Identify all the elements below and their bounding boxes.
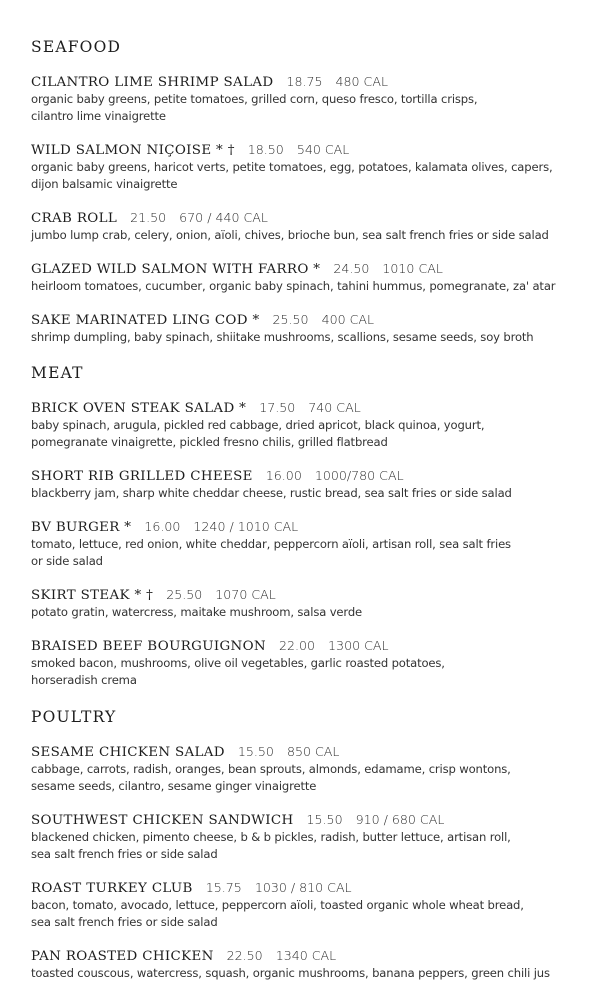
description-line: sea salt french fries or side salad	[31, 914, 218, 929]
item-name: ROAST TURKEY CLUB	[31, 881, 193, 896]
item-calories: 740 CAL	[308, 400, 361, 415]
item-name: BRICK OVEN STEAK SALAD *	[31, 401, 247, 416]
description-line: cilantro lime vinaigrette	[31, 108, 166, 123]
item-description	[31, 159, 571, 192]
description-line: organic baby greens, petite tomatoes, grilled corn, queso fresco, tortilla crisps,	[31, 92, 478, 106]
menu-item	[31, 209, 591, 244]
item-price: 22.00	[278, 638, 316, 653]
description-line: blackened chicken, pimento cheese, b & b pickles, radish, butter lettuce, artisan roll,	[31, 830, 511, 844]
description-line: organic baby greens, haricot verts, petite tomatoes, egg, potatoes, kalamata olives, capers,	[31, 160, 553, 174]
item-calories: 1340 CAL	[275, 948, 337, 963]
item-price: 15.75	[205, 880, 242, 895]
item-description	[31, 278, 571, 295]
item-calories: 670 / 440 CAL	[179, 210, 268, 225]
section-heading-poultry: POULTRY	[31, 708, 117, 726]
item-price: 25.50	[272, 312, 309, 327]
menu-item	[31, 879, 591, 930]
item-description	[31, 417, 571, 450]
item-description	[31, 897, 571, 930]
item-name: BRAISED BEEF BOURGUIGNON	[31, 639, 266, 654]
description-line: blackberry jam, sharp white cheddar cheese, rustic bread, sea salt fries or side salad	[31, 486, 512, 500]
item-description	[31, 761, 571, 794]
section-heading-meat: MEAT	[31, 364, 84, 382]
item-name: CILANTRO LIME SHRIMP SALAD	[31, 75, 274, 90]
item-calories: 1070 CAL	[215, 587, 276, 602]
description-line: bacon, tomato, avocado, lettuce, peppercorn aïoli, toasted organic whole wheat bread,	[31, 898, 524, 912]
item-price: 15.50	[306, 812, 343, 827]
menu-item	[31, 637, 591, 688]
description-line: smoked bacon, mushrooms, olive oil vegetables, garlic roasted potatoes,	[31, 656, 445, 670]
item-price: 17.50	[259, 400, 296, 415]
description-line: sea salt french fries or side salad	[31, 846, 218, 861]
item-price: 16.00	[265, 468, 302, 483]
item-price: 15.50	[237, 744, 274, 759]
item-description	[31, 965, 571, 982]
description-line: horseradish crema	[31, 672, 137, 687]
item-calories: 480 CAL	[335, 74, 388, 89]
item-name: SOUTHWEST CHICKEN SANDWICH	[31, 813, 294, 828]
item-price: 21.50	[130, 210, 167, 225]
item-name: SESAME CHICKEN SALAD	[31, 745, 225, 760]
item-description	[31, 536, 571, 569]
description-line: jumbo lump crab, celery, onion, aïoli, chives, brioche bun, sea salt french fries or side salad	[31, 228, 549, 242]
item-name: WILD SALMON NIÇOISE * †	[31, 143, 235, 158]
menu-item	[31, 467, 591, 502]
description-line: or side salad	[31, 553, 103, 568]
menu-item	[31, 947, 591, 982]
item-calories: 400 CAL	[321, 312, 375, 327]
item-name: SAKE MARINATED LING COD *	[31, 313, 260, 328]
item-name: GLAZED WILD SALMON WITH FARRO *	[31, 262, 321, 277]
item-calories: 1000/780 CAL	[314, 468, 404, 483]
item-calories: 1010 CAL	[382, 261, 443, 276]
menu-item	[31, 260, 591, 295]
menu-item	[31, 73, 591, 124]
menu-item	[31, 311, 591, 346]
item-price: 16.00	[144, 519, 181, 534]
item-name: SHORT RIB GRILLED CHEESE	[31, 469, 253, 484]
description-line: tomato, lettuce, red onion, white cheddar, peppercorn aïoli, artisan roll, sea salt fries	[31, 537, 511, 551]
item-description	[31, 485, 571, 502]
item-price: 24.50	[333, 261, 370, 276]
item-name: BV BURGER *	[31, 520, 132, 535]
item-calories: 1030 / 810 CAL	[254, 880, 352, 895]
description-line: dijon balsamic vinaigrette	[31, 176, 178, 191]
item-price: 18.75	[286, 74, 323, 89]
item-description	[31, 227, 571, 244]
item-description	[31, 91, 571, 124]
item-calories: 1240 / 1010 CAL	[193, 519, 299, 534]
description-line: baby spinach, arugula, pickled red cabbage, dried apricot, black quinoa, yogurt,	[31, 418, 485, 432]
menu-item	[31, 518, 591, 569]
item-description	[31, 604, 571, 621]
item-price: 25.50	[166, 587, 203, 602]
menu-item	[31, 399, 591, 450]
description-line: heirloom tomatoes, cucumber, organic baby spinach, tahini hummus, pomegranate, za' atar	[31, 279, 556, 293]
item-name: SKIRT STEAK * †	[31, 588, 154, 603]
menu-item	[31, 141, 591, 192]
item-calories: 850 CAL	[286, 744, 340, 759]
description-line: potato gratin, watercress, maitake mushroom, salsa verde	[31, 605, 363, 619]
section-heading-seafood: SEAFOOD	[31, 38, 122, 56]
description-line: toasted couscous, watercress, squash, organic mushrooms, banana peppers, green chili jus	[31, 966, 550, 980]
item-name: CRAB ROLL	[31, 211, 118, 226]
item-name: PAN ROASTED CHICKEN	[31, 949, 214, 964]
description-line: sesame seeds, cilantro, sesame ginger vinaigrette	[31, 778, 317, 793]
description-line: shrimp dumpling, baby spinach, shiitake mushrooms, scallions, sesame seeds, soy broth	[31, 330, 534, 344]
description-line: cabbage, carrots, radish, oranges, bean sprouts, almonds, edamame, crisp wontons,	[31, 762, 511, 776]
menu-item	[31, 586, 591, 621]
item-price: 18.50	[247, 142, 284, 157]
item-calories: 1300 CAL	[328, 638, 389, 653]
item-calories: 910 / 680 CAL	[355, 812, 445, 827]
item-price: 22.50	[226, 948, 263, 963]
menu-item	[31, 743, 591, 794]
item-calories: 540 CAL	[296, 142, 350, 157]
item-description	[31, 329, 571, 346]
item-description	[31, 655, 571, 688]
item-description	[31, 829, 571, 862]
menu-item	[31, 811, 591, 862]
description-line: pomegranate vinaigrette, pickled fresno chilis, grilled flatbread	[31, 434, 388, 449]
